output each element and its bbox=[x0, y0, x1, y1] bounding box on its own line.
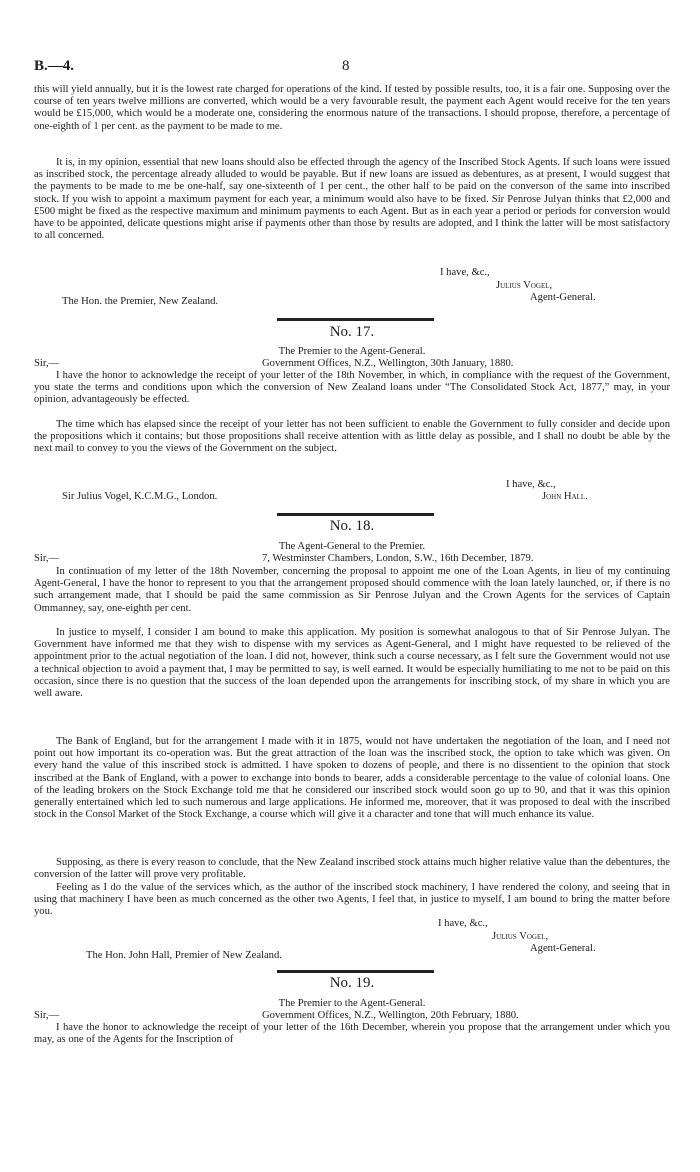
letter-address: Government Offices, N.Z., Wellington, 20th February, 1880. bbox=[262, 1010, 519, 1021]
letter-from-to: The Premier to the Agent-General. bbox=[278, 346, 426, 357]
letter-from-to: The Agent-General to the Premier. bbox=[278, 541, 426, 552]
salutation: Sir,— bbox=[34, 358, 60, 369]
signature-title: Agent-General. bbox=[530, 943, 596, 954]
letter-address: 7, Westminster Chambers, London, S.W., 16th December, 1879. bbox=[262, 553, 534, 564]
addressee: The Hon. John Hall, Premier of New Zealand. bbox=[86, 950, 282, 961]
paragraph: It is, in my opinion, essential that new loans should also be effected through the agency of the Inscribed Stock Agents. If such loans were issued as inscribed stock, the percentage already alluded to would be payable. But if new loans are issued as debentures, as at present, I would suggest that the payments to be made to me be one-half, say one-sixteenth of 1 per cent., the other half to be paid on the converson of the same into inscribed stock. If you wish to appoint a maximum payment for each year, a minimum would also have to be fixed. Sir Penrose Julyan thinks that £2,000 and £500 might be fixed as the respective maximum and minimum payments to each Agent. But as in each year a period or periods for conversion would have to be appointed, delicate questions might arise if payments other than those by results are adopted, and I think the latter will be most satisfactory to all concerned. bbox=[34, 157, 670, 242]
letter-heading: No. 18. bbox=[329, 518, 375, 534]
closing: I have, &c., bbox=[440, 267, 490, 278]
page-number: 8 bbox=[342, 58, 350, 74]
signature-title: Agent-General. bbox=[530, 292, 596, 303]
section-divider bbox=[277, 970, 434, 973]
paragraph: In justice to myself, I consider I am bound to make this application. My position is somewhat analogous to that of Sir Penrose Julyan. The Government have informed me that they wish to dispense with my services as Agent-General, and I might have requested to be relieved of the appointment prior to the actual negotiation of the loan. I did not, however, think such a course necessary, as I felt sure the Government would not use a technical objection to avoid a payment that, I may be permitted to say, is well earned. It would be especially humiliating to me not to be paid on this occasion, since there is no question that the success of the loan depended upon the arrangements for inscribing stock, of my share in which you are well aware. bbox=[34, 627, 670, 700]
paragraph: I have the honor to acknowledge the receipt of your letter of the 18th November, in which, in compliance with the request of the Government, you state the terms and conditions upon which the conversion of New Zealand loans under “The Consolidated Stock Act, 1877,” may, in your opinion, advantageously be effected. bbox=[34, 370, 670, 406]
salutation: Sir,— bbox=[34, 553, 60, 564]
document-reference: B.—4. bbox=[34, 58, 75, 74]
letter-heading: No. 17. bbox=[329, 324, 375, 340]
salutation: Sir,— bbox=[34, 1010, 60, 1021]
signature: John Hall. bbox=[542, 491, 588, 502]
paragraph: I have the honor to acknowledge the receipt of your letter of the 16th December, wherein you propose that the arrangement under which you may, as one of the Agents for the Inscription of bbox=[34, 1022, 670, 1046]
paragraph: The time which has elapsed since the receipt of your letter has not been sufficient to enable the Government to fully consider and decide upon the propositions which it contains; but those propositions shall receive attention with as little delay as possible, and I shall no doubt be able by the next mail to convey to you the views of the Government on the subject. bbox=[34, 419, 670, 455]
section-divider bbox=[277, 513, 434, 516]
paragraph: Feeling as I do the value of the services which, as the author of the inscribed stock machinery, I have rendered the colony, and seeing that in using that machinery I have been as much concerned as the other two Agents, I feel that, in justice to myself, I am bound to bring the matter before you. bbox=[34, 882, 670, 918]
letter-heading: No. 19. bbox=[329, 975, 375, 991]
addressee: The Hon. the Premier, New Zealand. bbox=[62, 296, 219, 307]
closing: I have, &c., bbox=[438, 918, 488, 929]
paragraph: Supposing, as there is every reason to conclude, that the New Zealand inscribed stock attains much higher relative value than the debentures, the conversion of the latter will prove very profitable. bbox=[34, 857, 670, 881]
signature: Julius Vogel, bbox=[496, 280, 553, 291]
closing: I have, &c., bbox=[506, 479, 556, 490]
paragraph: In continuation of my letter of the 18th November, concerning the proposal to appoint me one of the Loan Agents, in lieu of my continuing Agent-General, I have the honor to represent to you that the arrangement proposed should commence with the loan lately launched, or, if there is no such arrangement made, that I should be paid the same commission as Sir Penrose Julyan and the Crown Agents for the services of Captain Ommanney, say, one-eighth per cent. bbox=[34, 566, 670, 614]
section-divider bbox=[277, 318, 434, 321]
paragraph: The Bank of England, but for the arrangement I made with it in 1875, would not have undertaken the negotiation of the loan, and I need not point out how important its co-operation was. But the great attraction of the loan was the inscribed stock, the option to take which was given. On every hand the value of this inscribed stock is admitted. I have spoken to dozens of people, and there is no dissentient to the opinion that stock inscribed at the Bank of England, with a power to exchange into bonds to bearer, adds a considerable percentage to the value of colonial loans. One of the leading brokers on the Stock Exchange told me that he considered our inscribed stock would soon go up to 90, and that it was this opinion generally entertained which led to such numerous and large applications. He informed me, moreover, that it was proposed to deal with the inscribed stock in the Consol Market of the Stock Exchange, a course which will give it a character and tone that will much enhance its value. bbox=[34, 736, 670, 821]
paragraph: this will yield annually, but it is the lowest rate charged for operations of the kind. If tested by possible results, too, it is a fair one. Supposing over the course of ten years twelve millions are converted, which would be a very favourable result, the payment each Agent would receive for the ten years would be £15,000, which would be a moderate one, considering the enormous nature of the transactions. I should propose, therefore, a percentage of one-eighth of 1 per cent. as the payment to be made to me. bbox=[34, 84, 670, 132]
letter-from-to: The Premier to the Agent-General. bbox=[278, 998, 426, 1009]
letter-address: Government Offices, N.Z., Wellington, 30th January, 1880. bbox=[262, 358, 514, 369]
addressee: Sir Julius Vogel, K.C.M.G., London. bbox=[62, 491, 218, 502]
signature: Julius Vogel, bbox=[492, 931, 549, 942]
